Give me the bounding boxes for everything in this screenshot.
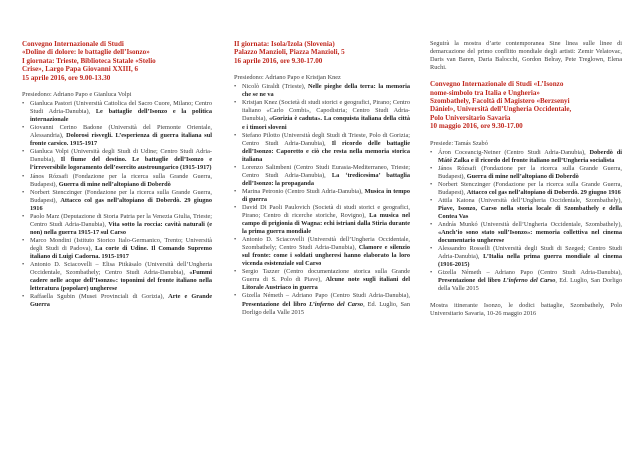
day-two-talk-list — [234, 83, 410, 316]
talk-title: «Gorizia è caduta». La conquista italiana della città e i timori sloveni — [242, 115, 411, 131]
talk-item — [234, 99, 410, 131]
szombathely-heading — [430, 80, 622, 130]
talk-item — [234, 188, 410, 204]
talk-item — [430, 197, 622, 221]
talk-item — [22, 100, 212, 124]
travelling-exhibition-note: Mostra itinerante Isonzo, le dodici battaglie, Szombathely, Polo Universitario Savaria, 10-26 maggio 2016 — [430, 301, 622, 317]
talk-title: «Anch’io sono stato sull’Isonzo»: memoria collettiva nel cinema documentario ungherese — [438, 229, 622, 245]
talk-item — [234, 292, 410, 316]
talk-item — [430, 181, 622, 197]
day-one-talk-list — [22, 100, 212, 309]
speaker-affiliation: János Rózsafi (Fondazione per la ricerca sulla Grande Guerra, Budapest), — [438, 164, 622, 180]
speaker-affiliation: Norbert Stenczinger (Fondazione per la ricerca sulla Grande Guerra, Budapest), — [30, 188, 212, 204]
talk-item — [234, 164, 410, 188]
talk-item — [430, 149, 622, 165]
speaker-affiliation: Attila Katona (Università dell’Ungheria Occidentale, Szombathely), — [438, 196, 622, 204]
speaker-affiliation: Lorenzo Salimbeni (Centro Studi Eurasia-Mediterraneo, Trieste; Centro Studi Adria-Danubia), — [242, 163, 410, 179]
speaker-affiliation: Antonio D. Sciacovelli – Elisa Pitkäsalo (Università dell’Ungheria Occidentale, Szombathely; Centro Studi Adria-Danubia), — [30, 261, 212, 277]
talk-item — [430, 165, 622, 181]
talk-title: Clamore e silenzio sul fronte: come i soldati ungheresi hanno elaborato la loro vicenda esistenziale sul Carso — [242, 244, 410, 268]
heading-line: nome-simbolo tra Italia e Ungheria» — [430, 88, 540, 97]
speaker-affiliation: János Rózsafi (Fondazione per la ricerca sulla Grande Guerra, Budapest), — [30, 172, 212, 188]
speaker-affiliation: Gizella Németh – Adriano Papo (Centro Studi Adria-Danubia), — [242, 292, 410, 300]
talk-title: Attacco col gas nell’altopiano di Doberdò. 29 giugno 1916 — [30, 196, 212, 212]
speaker-affiliation: Nicolò Giraldi (Trieste), — [242, 83, 308, 91]
talk-title: «Fummi cadere nelle acque dell’Isonzo»: toponimi del fronte italiano nella letteratura (popolare) ungherese — [30, 269, 212, 293]
book-publisher: , Ed. Luglio, San Dorligo della Valle 2015 — [438, 277, 622, 293]
speaker-affiliation: Antonio D. Sciacovelli (Università dell’Ungheria Occidentale, Szombathely; Centro Studi Adria-Danubia), — [242, 236, 410, 252]
heading-line: Crise», Largo Papa Giovanni XXIII, 6 — [22, 65, 139, 74]
talk-title: Il fiume del destino. Le battaglie dell’Isonzo e l’irreversibile logoramento dell’esercito austroungarico (1915-1917) — [30, 156, 212, 172]
talk-title: Guerra di mine nell’altopiano di Doberdò — [58, 180, 171, 188]
book-title: L’inferno del Carso — [309, 300, 364, 308]
talk-title: Dolorosi risvegli. L’esperienza di guerra italiana sul fronte carsico. 1915-1917 — [30, 132, 212, 148]
heading-line: II giornata: Isola/Izola (Slovenia) — [234, 40, 335, 48]
speaker-affiliation: Sergio Tazzer (Centro documentazione storica sulla Grande Guerra di S. Polo di Piave), — [242, 268, 410, 284]
heading-line: Palazzo Manzioli, Piazza Manzioli, 5 — [234, 48, 345, 57]
speaker-affiliation: Áron Coceancig-Neiner (Centro Studi Adria-Danubia), — [438, 148, 590, 156]
talk-title: L’Italia nella prima guerra mondiale al cinema (1916-2015) — [438, 253, 622, 269]
heading-line: 16 aprile 2016, ore 9.30-17.00 — [234, 56, 323, 65]
speaker-affiliation: David Di Paoli Paulovich (Società di studi storici e geografici, Pirano; Centro di ricerche storiche, Rovigno), — [242, 203, 410, 220]
book-title: L’inferno del Carso — [502, 277, 556, 285]
talk-title: La musica nel campo di prigionia di Wagna: echi istriani dalla Stiria durante la prima guerra mondiale — [242, 212, 410, 236]
talk-title: Attacco col gas nell’altopiano di Doberdò. 29 giugno 1916 — [466, 188, 621, 196]
speaker-affiliation: Paolo Marz (Deputazione di Storia Patria per la Venezia Giulia, Trieste; Centro Studi Adria-Danubia), — [30, 212, 212, 228]
talk-item — [234, 236, 410, 268]
talk-item — [22, 261, 212, 293]
talk-item — [22, 148, 212, 172]
speaker-affiliation: Gianluca Volpi (Università degli Studi di Udine; Centro Studi Adria-Danubia), — [30, 148, 212, 164]
day-two-heading — [234, 40, 410, 65]
day-one-chairs: Presiedono: Adriano Papo e Gianluca Volpi — [22, 91, 132, 99]
heading-line: I giornata: Trieste, Biblioteca Statale «Stelio — [22, 56, 156, 65]
talk-item — [22, 173, 212, 189]
talk-title: La ‘tredicesima’ battaglia dell’Isonzo: la propaganda — [242, 171, 410, 187]
talk-item — [430, 245, 622, 269]
talk-title: Presentazione del libro — [242, 300, 310, 308]
talk-item — [22, 189, 212, 213]
heading-line: Dániel», Università dell’Ungheria Occidentale, — [430, 105, 572, 114]
heading-line: Szombathely, Facoltà di Magistero «Berzsenyi — [430, 97, 570, 105]
talk-title: Guerra di mine nell’altopiano di Doberdò — [466, 172, 579, 180]
column-day-two — [234, 40, 410, 317]
talk-item — [22, 213, 212, 237]
heading-line: Convegno Internazionale di Studi — [22, 40, 124, 48]
talk-item — [430, 221, 622, 245]
talk-title: Piave, Isonzo, Carso nella storia locale di Szombathely e della Contea Vas — [438, 205, 622, 221]
speaker-affiliation: Gizella Németh – Adriano Papo (Centro Studi Adria-Danubia), — [438, 269, 622, 277]
talk-item — [22, 124, 212, 148]
talk-title: Le battaglie dell’Isonzo e la politica internazionale — [30, 108, 212, 124]
day-one-heading — [22, 40, 212, 82]
heading-line: Convegno Internazionale di Studi «L’Isonzo — [430, 80, 564, 89]
speaker-affiliation: András Munkó (Università dell’Ungheria Occidentale, Szombathely), — [438, 221, 622, 229]
heading-line: 10 maggio 2016, ore 9.30-17.00 — [430, 122, 523, 131]
talk-item — [234, 204, 410, 236]
talk-title: La corte di Udine. Il Comando Supremo italiano di Luigi Cadorna. 1915-1917 — [30, 244, 212, 260]
talk-title: Alcune note sugli italiani del Litorale Austriaco in guerra — [242, 276, 410, 292]
heading-line: 15 aprile 2016, ore 9.00-13.30 — [22, 73, 111, 82]
exhibition-note: Seguirà la mostra d’arte contemporanea Sine linea sulle linee di demarcazione del primo conflitto mondiale degli artisti: Zemir Velatovac, Daris van Baren, Daria Balocchi, Gordon Belray, Pete Treglown, Elena Ruchi. — [430, 40, 622, 72]
talk-title: Presentazione del libro — [438, 277, 503, 285]
speaker-affiliation: Norbert Stenczinger (Fondazione per la ricerca sulla Grande Guerra, Budapest), — [438, 180, 622, 196]
column-day-one — [22, 40, 212, 309]
talk-title: Arte e Grande Guerra — [30, 293, 212, 309]
talk-item — [234, 83, 410, 99]
day-two-chairs: Presiedono: Adriano Papo e Kristjan Knez — [234, 74, 341, 82]
speaker-affiliation: Kristjan Knez (Società di studi storici e geografici, Pirano; Centro italiano «Carlo Combi», Capodistria; Centro Studi Adria-Danubia), — [242, 99, 410, 123]
heading-line: «Doline di dolore: le battaglie dell’Isonzo» — [22, 48, 150, 57]
talk-item — [22, 293, 212, 309]
speaker-affiliation: Giovanni Cerino Badone (Università del Piemonte Orientale, Alessandria), — [30, 124, 212, 140]
speaker-affiliation: Marco Mondini (Istituto Storico Italo-Germanico, Trento; Università degli Studi di Padova), — [30, 236, 212, 252]
book-publisher: , Ed. Luglio, San Dorligo della Valle 2015 — [242, 300, 410, 316]
szombathely-talk-list — [430, 149, 622, 294]
talk-item — [234, 268, 410, 292]
speaker-affiliation: Alessandro Rosselli (Università degli Studi di Szeged; Centro Studi Adria-Danubia), — [438, 245, 622, 261]
talk-item — [234, 132, 410, 164]
speaker-affiliation: Raffaella Sgubin (Musei Provinciali di Gorizia), — [30, 293, 169, 301]
speaker-affiliation: Gianluca Pastori (Università Cattolica del Sacro Cuore, Milano; Centro Studi Adria-Danubia), — [30, 100, 212, 116]
speaker-affiliation: Marina Petronio (Centro Studi Adria-Danubia), — [242, 187, 365, 195]
talk-title: Nelle pieghe della terra: la memoria che se ne va — [242, 83, 410, 99]
szombathely-chairs: Presiede: Tamás Szabó — [430, 139, 488, 147]
heading-line: Polo Universitario Savaria — [430, 113, 511, 122]
talk-title: Il ricordo delle battaglie dell’Isonzo: Caporetto e ciò che resta nella memoria storica italiana — [242, 139, 410, 163]
speaker-affiliation: Stefano Pilotto (Università degli Studi di Trieste, Polo di Gorizia; Centro Studi Adria-Danubia), — [242, 131, 410, 147]
column-szombathely — [430, 40, 622, 318]
talk-title: Doberdò di Máté Zalka e il ricordo del fronte italiano nell’Ungheria socialista — [438, 148, 622, 164]
talk-item — [430, 269, 622, 293]
talk-title: Musica in tempo di guerra — [242, 187, 410, 203]
talk-item — [22, 237, 212, 261]
talk-title: Vita sotto la roccia: cavità naturali (e non) nella guerra 1915-17 sul Carso — [30, 220, 212, 236]
